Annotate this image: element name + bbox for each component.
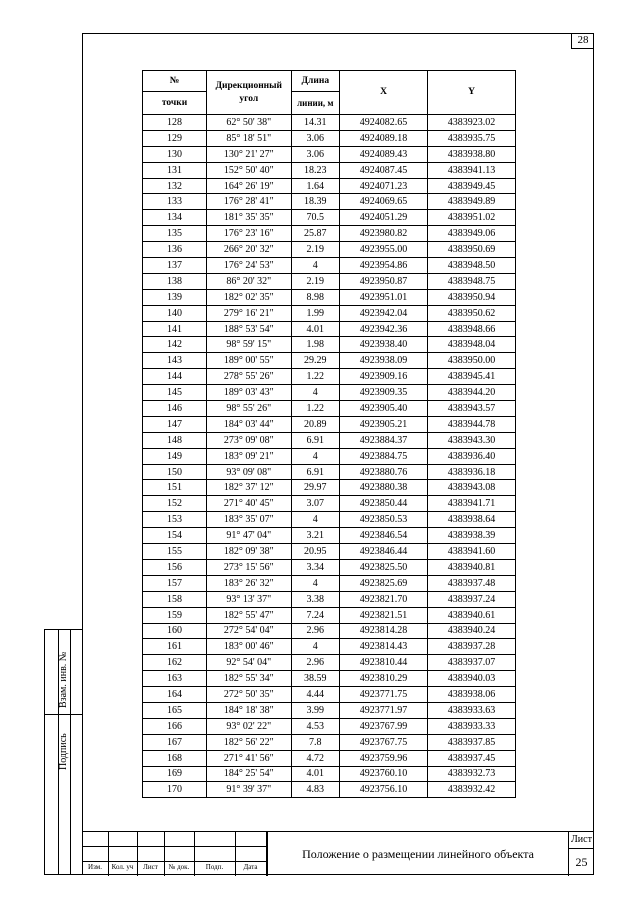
coord-y-cell: 4383936.18 (428, 464, 516, 480)
point-no-cell: 131 (143, 162, 207, 178)
table-row (143, 702, 516, 718)
line-length-cell: 4 (291, 258, 339, 274)
coord-x-cell: 4924087.45 (340, 162, 428, 178)
table-row (143, 162, 516, 178)
table-row (143, 448, 516, 464)
tb-hline (82, 861, 266, 862)
coord-y-cell: 4383938.39 (428, 528, 516, 544)
point-no-cell: 136 (143, 242, 207, 258)
coord-y-cell: 4383940.24 (428, 623, 516, 639)
point-no-cell: 158 (143, 591, 207, 607)
coord-y-cell: 4383937.24 (428, 591, 516, 607)
point-no-cell: 156 (143, 559, 207, 575)
table-row (143, 623, 516, 639)
point-no-cell: 150 (143, 464, 207, 480)
direction-angle-cell: 273° 15' 56" (207, 559, 292, 575)
direction-angle-cell: 86° 20' 32" (207, 273, 292, 289)
tb-label-doc: № док. (168, 863, 190, 871)
coord-x-cell: 4923846.54 (340, 528, 428, 544)
table-row (143, 687, 516, 703)
point-no-cell: 148 (143, 432, 207, 448)
line-length-cell: 3.21 (291, 528, 339, 544)
coord-x-cell: 4923955.00 (340, 242, 428, 258)
table-row (143, 782, 516, 798)
coord-x-cell: 4923938.40 (340, 337, 428, 353)
tb-label-list: Лист (143, 863, 158, 871)
table-row (143, 591, 516, 607)
coord-x-cell: 4924089.43 (340, 146, 428, 162)
coord-x-cell: 4923759.96 (340, 750, 428, 766)
coord-x-cell: 4923810.44 (340, 655, 428, 671)
table-row (143, 130, 516, 146)
coord-y-cell: 4383948.50 (428, 258, 516, 274)
line-length-cell: 4 (291, 385, 339, 401)
coord-y-cell: 4383949.89 (428, 194, 516, 210)
coord-y-cell: 4383938.06 (428, 687, 516, 703)
coord-x-cell: 4923756.10 (340, 782, 428, 798)
point-no-cell: 132 (143, 178, 207, 194)
direction-angle-cell: 91° 47' 04" (207, 528, 292, 544)
direction-angle-cell: 152° 50' 40" (207, 162, 292, 178)
table-row (143, 655, 516, 671)
inv-no-label: Взам. инв. № (58, 651, 69, 708)
coord-x-cell: 4923951.01 (340, 289, 428, 305)
coord-x-cell: 4923884.75 (340, 448, 428, 464)
line-length-cell: 4.53 (291, 718, 339, 734)
point-no-cell: 130 (143, 146, 207, 162)
table-row (143, 210, 516, 226)
coord-x-cell: 4923880.76 (340, 464, 428, 480)
header-y: Y (428, 71, 516, 115)
point-no-cell: 163 (143, 671, 207, 687)
table-row (143, 401, 516, 417)
title-block (82, 831, 594, 875)
coord-y-cell: 4383948.75 (428, 273, 516, 289)
direction-angle-cell: 183° 35' 07" (207, 512, 292, 528)
direction-angle-cell: 176° 23' 16" (207, 226, 292, 242)
line-length-cell: 18.23 (291, 162, 339, 178)
coord-y-cell: 4383937.07 (428, 655, 516, 671)
table-row (143, 305, 516, 321)
table-row (143, 146, 516, 162)
table-row (143, 464, 516, 480)
point-no-cell: 140 (143, 305, 207, 321)
line-length-cell: 7.8 (291, 734, 339, 750)
line-length-cell: 1.22 (291, 369, 339, 385)
point-no-cell: 151 (143, 480, 207, 496)
direction-angle-cell: 189° 03' 43" (207, 385, 292, 401)
direction-angle-cell: 279° 16' 21" (207, 305, 292, 321)
direction-angle-cell: 176° 24' 53" (207, 258, 292, 274)
coord-y-cell: 4383948.04 (428, 337, 516, 353)
direction-angle-cell: 91° 39' 37" (207, 782, 292, 798)
line-length-cell: 70.5 (291, 210, 339, 226)
coord-x-cell: 4923905.40 (340, 401, 428, 417)
direction-angle-cell: 183° 00' 46" (207, 639, 292, 655)
coord-y-cell: 4383949.45 (428, 178, 516, 194)
point-no-cell: 164 (143, 687, 207, 703)
line-length-cell: 4.83 (291, 782, 339, 798)
direction-angle-cell: 278° 55' 26" (207, 369, 292, 385)
coord-x-cell: 4923909.16 (340, 369, 428, 385)
coord-y-cell: 4383936.40 (428, 448, 516, 464)
point-no-cell: 169 (143, 766, 207, 782)
direction-angle-cell: 85° 18' 51" (207, 130, 292, 146)
coord-x-cell: 4923850.44 (340, 496, 428, 512)
direction-angle-cell: 182° 37' 12" (207, 480, 292, 496)
point-no-cell: 141 (143, 321, 207, 337)
header-x: X (340, 71, 428, 115)
line-length-cell: 6.91 (291, 464, 339, 480)
direction-angle-cell: 176° 28' 41" (207, 194, 292, 210)
table-row (143, 639, 516, 655)
point-no-cell: 167 (143, 734, 207, 750)
table-row (143, 353, 516, 369)
header-length-top: Длина (291, 71, 339, 92)
line-length-cell: 38.59 (291, 671, 339, 687)
coord-y-cell: 4383933.63 (428, 702, 516, 718)
direction-angle-cell: 183° 26' 32" (207, 575, 292, 591)
header-length-bottom: линии, м (291, 92, 339, 115)
point-no-cell: 168 (143, 750, 207, 766)
table-row (143, 512, 516, 528)
coord-x-cell: 4923850.53 (340, 512, 428, 528)
point-no-cell: 139 (143, 289, 207, 305)
coord-y-cell: 4383933.33 (428, 718, 516, 734)
coord-y-cell: 4383940.81 (428, 559, 516, 575)
point-no-cell: 134 (143, 210, 207, 226)
direction-angle-cell: 182° 02' 35" (207, 289, 292, 305)
table-row (143, 671, 516, 687)
direction-angle-cell: 273° 09' 08" (207, 432, 292, 448)
coord-x-cell: 4923942.04 (340, 305, 428, 321)
coord-x-cell: 4923771.75 (340, 687, 428, 703)
tb-hline (82, 846, 266, 847)
point-no-cell: 147 (143, 416, 207, 432)
coord-x-cell: 4923767.99 (340, 718, 428, 734)
coord-x-cell: 4924051.29 (340, 210, 428, 226)
point-no-cell: 144 (143, 369, 207, 385)
point-no-cell: 166 (143, 718, 207, 734)
table-row (143, 734, 516, 750)
table-row (143, 226, 516, 242)
point-no-cell: 161 (143, 639, 207, 655)
table-row (143, 496, 516, 512)
line-length-cell: 4 (291, 512, 339, 528)
coord-y-cell: 4383949.06 (428, 226, 516, 242)
table-row (143, 607, 516, 623)
point-no-cell: 145 (143, 385, 207, 401)
line-length-cell: 20.89 (291, 416, 339, 432)
line-length-cell: 1.98 (291, 337, 339, 353)
table-row (143, 369, 516, 385)
point-no-cell: 153 (143, 512, 207, 528)
coord-y-cell: 4383950.69 (428, 242, 516, 258)
coord-y-cell: 4383938.80 (428, 146, 516, 162)
direction-angle-cell: 93° 09' 08" (207, 464, 292, 480)
direction-angle-cell: 189° 00' 55" (207, 353, 292, 369)
line-length-cell: 25.87 (291, 226, 339, 242)
coord-y-cell: 4383951.02 (428, 210, 516, 226)
coord-y-cell: 4383923.02 (428, 115, 516, 131)
point-no-cell: 154 (143, 528, 207, 544)
coord-y-cell: 4383932.73 (428, 766, 516, 782)
line-length-cell: 14.31 (291, 115, 339, 131)
point-no-cell: 162 (143, 655, 207, 671)
coord-x-cell: 4923825.69 (340, 575, 428, 591)
line-length-cell: 3.38 (291, 591, 339, 607)
header-angle: Дирекционный угол (207, 71, 292, 115)
direction-angle-cell: 184° 03' 44" (207, 416, 292, 432)
side-strip-divider (45, 714, 82, 715)
coord-x-cell: 4924089.18 (340, 130, 428, 146)
direction-angle-cell: 184° 18' 38" (207, 702, 292, 718)
table-row (143, 718, 516, 734)
point-no-cell: 165 (143, 702, 207, 718)
coord-y-cell: 4383940.03 (428, 671, 516, 687)
direction-angle-cell: 182° 55' 34" (207, 671, 292, 687)
line-length-cell: 3.99 (291, 702, 339, 718)
point-no-cell: 160 (143, 623, 207, 639)
point-no-cell: 142 (143, 337, 207, 353)
direction-angle-cell: 182° 56' 22" (207, 734, 292, 750)
coord-x-cell: 4924071.23 (340, 178, 428, 194)
line-length-cell: 2.96 (291, 623, 339, 639)
direction-angle-cell: 93° 13' 37" (207, 591, 292, 607)
line-length-cell: 3.34 (291, 559, 339, 575)
point-no-cell: 152 (143, 496, 207, 512)
line-length-cell: 7.24 (291, 607, 339, 623)
coord-x-cell: 4923942.36 (340, 321, 428, 337)
coord-y-cell: 4383937.45 (428, 750, 516, 766)
coord-y-cell: 4383950.94 (428, 289, 516, 305)
point-no-cell: 135 (143, 226, 207, 242)
coord-y-cell: 4383937.85 (428, 734, 516, 750)
coord-x-cell: 4924069.65 (340, 194, 428, 210)
table-row (143, 575, 516, 591)
table-row (143, 766, 516, 782)
point-no-cell: 149 (143, 448, 207, 464)
direction-angle-cell: 182° 55' 47" (207, 607, 292, 623)
line-length-cell: 29.97 (291, 480, 339, 496)
coord-y-cell: 4383940.61 (428, 607, 516, 623)
coord-x-cell: 4923938.09 (340, 353, 428, 369)
line-length-cell: 1.22 (291, 401, 339, 417)
coord-x-cell: 4923980.82 (340, 226, 428, 242)
coord-y-cell: 4383943.57 (428, 401, 516, 417)
table-row (143, 528, 516, 544)
direction-angle-cell: 164° 26' 19" (207, 178, 292, 194)
coord-y-cell: 4383944.20 (428, 385, 516, 401)
direction-angle-cell: 92° 54' 04" (207, 655, 292, 671)
direction-angle-cell: 271° 41' 56" (207, 750, 292, 766)
coord-x-cell: 4923814.28 (340, 623, 428, 639)
coord-y-cell: 4383943.08 (428, 480, 516, 496)
table-row (143, 750, 516, 766)
coord-x-cell: 4923846.44 (340, 544, 428, 560)
coord-y-cell: 4383941.13 (428, 162, 516, 178)
line-length-cell: 6.91 (291, 432, 339, 448)
table-row (143, 385, 516, 401)
line-length-cell: 4.72 (291, 750, 339, 766)
coord-x-cell: 4923954.86 (340, 258, 428, 274)
tb-label-date: Дата (243, 863, 258, 871)
coord-y-cell: 4383938.64 (428, 512, 516, 528)
table-row (143, 178, 516, 194)
page-number-top: 28 (571, 33, 594, 49)
direction-angle-cell: 266° 20' 32" (207, 242, 292, 258)
line-length-cell: 2.19 (291, 242, 339, 258)
table-row (143, 559, 516, 575)
sheet-number: 25 (575, 855, 588, 869)
point-no-cell: 137 (143, 258, 207, 274)
coord-x-cell: 4924082.65 (340, 115, 428, 131)
coord-y-cell: 4383943.30 (428, 432, 516, 448)
point-no-cell: 143 (143, 353, 207, 369)
coord-x-cell: 4923767.75 (340, 734, 428, 750)
point-no-cell: 170 (143, 782, 207, 798)
header-no-bottom: точки (143, 92, 207, 115)
side-strip-col-1 (45, 630, 59, 874)
document-title: Положение о размещении линейного объекта (267, 832, 569, 876)
direction-angle-cell: 62° 50' 38" (207, 115, 292, 131)
direction-angle-cell: 188° 53' 54" (207, 321, 292, 337)
coord-y-cell: 4383945.41 (428, 369, 516, 385)
tb-label-sign: Подп. (205, 863, 224, 871)
coord-y-cell: 4383950.62 (428, 305, 516, 321)
coord-y-cell: 4383941.60 (428, 544, 516, 560)
coord-y-cell: 4383935.75 (428, 130, 516, 146)
coord-x-cell: 4923814.43 (340, 639, 428, 655)
table-row (143, 258, 516, 274)
coordinates-table (142, 70, 516, 798)
direction-angle-cell: 98° 59' 15" (207, 337, 292, 353)
signature-label: Подпись (58, 733, 69, 770)
coord-y-cell: 4383944.78 (428, 416, 516, 432)
line-length-cell: 1.64 (291, 178, 339, 194)
table-row (143, 115, 516, 131)
coord-x-cell: 4923825.50 (340, 559, 428, 575)
coord-y-cell: 4383937.48 (428, 575, 516, 591)
title-block-grid (82, 832, 266, 876)
line-length-cell: 18.39 (291, 194, 339, 210)
line-length-cell: 3.06 (291, 130, 339, 146)
direction-angle-cell: 271° 40' 45" (207, 496, 292, 512)
table-row (143, 416, 516, 432)
coord-x-cell: 4923821.51 (340, 607, 428, 623)
coord-y-cell: 4383937.28 (428, 639, 516, 655)
coord-x-cell: 4923810.29 (340, 671, 428, 687)
line-length-cell: 1.99 (291, 305, 339, 321)
line-length-cell: 4.01 (291, 321, 339, 337)
table-row (143, 337, 516, 353)
line-length-cell: 2.19 (291, 273, 339, 289)
direction-angle-cell: 181° 35' 35" (207, 210, 292, 226)
table-row (143, 289, 516, 305)
direction-angle-cell: 98° 55' 26" (207, 401, 292, 417)
direction-angle-cell: 182° 09' 38" (207, 544, 292, 560)
table-row (143, 480, 516, 496)
point-no-cell: 128 (143, 115, 207, 131)
coord-y-cell: 4383932.42 (428, 782, 516, 798)
coord-x-cell: 4923905.21 (340, 416, 428, 432)
table-row (143, 432, 516, 448)
coord-x-cell: 4923760.10 (340, 766, 428, 782)
table-row (143, 242, 516, 258)
point-no-cell: 129 (143, 130, 207, 146)
tb-label-kol: Кол. уч (111, 863, 134, 871)
line-length-cell: 20.95 (291, 544, 339, 560)
coord-x-cell: 4923880.38 (340, 480, 428, 496)
tb-label-izm: Изм. (88, 863, 102, 871)
point-no-cell: 155 (143, 544, 207, 560)
line-length-cell: 4.01 (291, 766, 339, 782)
line-length-cell: 4 (291, 575, 339, 591)
table-row (143, 194, 516, 210)
direction-angle-cell: 272° 54' 04" (207, 623, 292, 639)
table-row (143, 321, 516, 337)
point-no-cell: 146 (143, 401, 207, 417)
coord-x-cell: 4923950.87 (340, 273, 428, 289)
coord-y-cell: 4383941.71 (428, 496, 516, 512)
line-length-cell: 2.96 (291, 655, 339, 671)
coord-x-cell: 4923821.70 (340, 591, 428, 607)
coord-x-cell: 4923771.97 (340, 702, 428, 718)
line-length-cell: 4.44 (291, 687, 339, 703)
coord-y-cell: 4383950.00 (428, 353, 516, 369)
table-row (143, 544, 516, 560)
direction-angle-cell: 93° 02' 22" (207, 718, 292, 734)
line-length-cell: 3.07 (291, 496, 339, 512)
line-length-cell: 4 (291, 448, 339, 464)
direction-angle-cell: 183° 09' 21" (207, 448, 292, 464)
coord-x-cell: 4923909.35 (340, 385, 428, 401)
coord-x-cell: 4923884.37 (340, 432, 428, 448)
line-length-cell: 8.98 (291, 289, 339, 305)
coord-y-cell: 4383948.66 (428, 321, 516, 337)
sheet-label: Лист (569, 832, 594, 849)
direction-angle-cell: 130° 21' 27" (207, 146, 292, 162)
point-no-cell: 138 (143, 273, 207, 289)
point-no-cell: 159 (143, 607, 207, 623)
line-length-cell: 29.29 (291, 353, 339, 369)
line-length-cell: 3.06 (291, 146, 339, 162)
table-row (143, 273, 516, 289)
line-length-cell: 4 (291, 639, 339, 655)
direction-angle-cell: 184° 25' 54" (207, 766, 292, 782)
point-no-cell: 157 (143, 575, 207, 591)
direction-angle-cell: 272° 50' 35" (207, 687, 292, 703)
point-no-cell: 133 (143, 194, 207, 210)
header-no-top: № (143, 71, 207, 92)
